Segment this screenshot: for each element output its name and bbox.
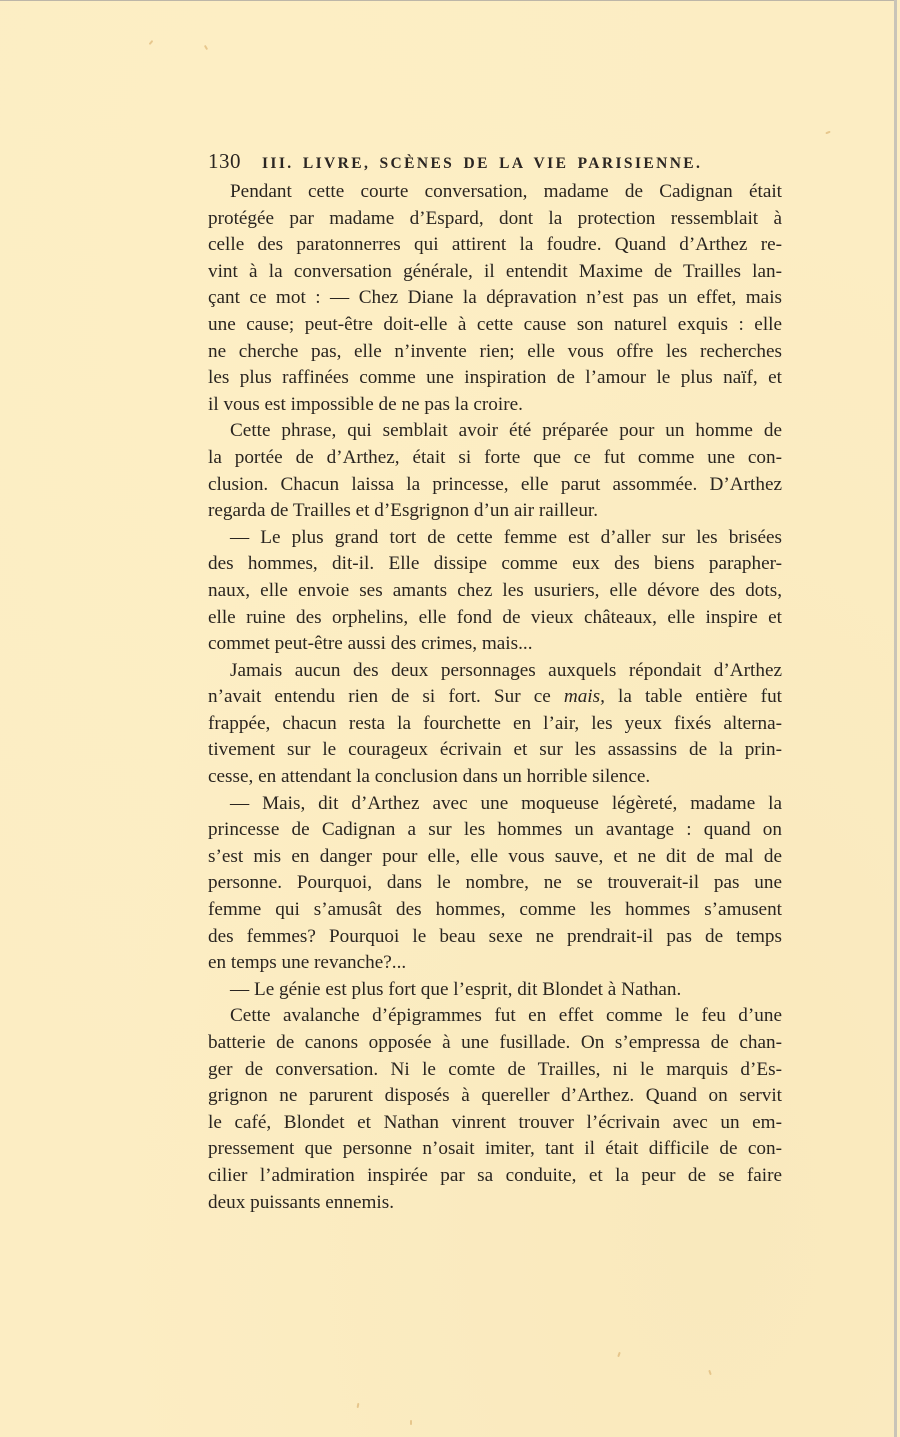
text-line: des femmes? Pourquoi le beau sexe ne prendrait-il pas de temps bbox=[208, 925, 782, 947]
text-segment: n’avait entendu rien de si fort. Sur ce bbox=[208, 686, 564, 708]
text-line: naux, elle envoie ses amants chez les usuriers, elle dévore des dots, bbox=[208, 579, 782, 601]
text-line: regarda de Trailles et d’Esgrignon d’un air railleur. bbox=[208, 500, 599, 522]
text-line: vint à la conversation générale, il entendit Maxime de Trailles lan- bbox=[208, 260, 782, 282]
paper-speck bbox=[617, 1352, 621, 1357]
running-title: III. LIVRE, SCÈNES DE LA VIE PARISIENNE. bbox=[262, 155, 703, 172]
page-top-edge bbox=[0, 0, 894, 1]
paper-speck bbox=[708, 1370, 712, 1375]
paragraph-4 bbox=[208, 658, 782, 791]
text-line: des hommes, dit-il. Elle dissipe comme eux des biens parapher- bbox=[208, 553, 782, 575]
text-line: les plus raffinées comme une inspiration de l’amour le plus naïf, et bbox=[208, 367, 782, 389]
text-line: pressement que personne n’osait imiter, tant il était difficile de con- bbox=[208, 1138, 782, 1160]
paragraph-1 bbox=[208, 179, 782, 418]
text-line: en temps une revanche?... bbox=[208, 952, 407, 974]
page-number: 130 bbox=[208, 149, 241, 173]
text-line: le café, Blondet et Nathan vinrent trouver l’écrivain avec un em- bbox=[208, 1111, 782, 1133]
paragraph-3 bbox=[208, 525, 782, 658]
paragraph-2 bbox=[208, 418, 782, 524]
paper-speck bbox=[204, 45, 208, 50]
text-line: ger de conversation. Ni le comte de Trailles, ni le marquis d’Es- bbox=[208, 1058, 782, 1080]
text-line: celle des paratonnerres qui attirent la foudre. Quand d’Arthez re- bbox=[208, 234, 782, 256]
text-line-with-italic bbox=[208, 684, 782, 711]
text-line: protégée par madame d’Espard, dont la protection ressemblait à bbox=[208, 207, 782, 229]
paper-speck bbox=[357, 1403, 360, 1408]
paragraph-6 bbox=[208, 977, 782, 1004]
text-line: Cette phrase, qui semblait avoir été préparée pour un homme de bbox=[230, 420, 782, 442]
text-segment: la table entière fut bbox=[604, 686, 782, 708]
text-line: Jamais aucun des deux personnages auxquels répondait d’Arthez bbox=[230, 659, 782, 681]
text-line: cesse, en attendant la conclusion dans un horrible silence. bbox=[208, 766, 651, 788]
italic-word: mais, bbox=[563, 686, 605, 708]
text-line: la portée de d’Arthez, était si forte que ce fut comme une con- bbox=[208, 446, 782, 468]
paragraph-5 bbox=[208, 791, 782, 977]
paper-speck bbox=[825, 131, 830, 135]
text-line: frappée, chacun resta la fourchette en l’air, les yeux fixés alterna- bbox=[208, 712, 782, 734]
text-line: çant ce mot : — Chez Diane la dépravation n’est pas un effet, mais bbox=[208, 287, 782, 309]
paragraph-7 bbox=[208, 1003, 782, 1216]
text-line: — Le plus grand tort de cette femme est d’aller sur les brisées bbox=[230, 526, 782, 548]
text-line: Pendant cette courte conversation, madame de Cadignan était bbox=[230, 181, 782, 202]
text-line: il vous est impossible de ne pas la croire. bbox=[208, 393, 523, 415]
text-line: ne cherche pas, elle n’invente rien; elle vous offre les recherches bbox=[208, 340, 782, 362]
text-line: Cette avalanche d’épigrammes fut en effet comme le feu d’une bbox=[230, 1005, 782, 1027]
text-line: — Mais, dit d’Arthez avec une moqueuse légèreté, madame la bbox=[230, 792, 782, 814]
text-line: s’est mis en danger pour elle, elle vous sauve, et ne dit de mal de bbox=[208, 845, 782, 867]
text-line: tivement sur le courageux écrivain et sur les assassins de la prin- bbox=[208, 739, 782, 761]
paper-speck bbox=[149, 40, 154, 45]
text-line: personne. Pourquoi, dans le nombre, ne se trouverait-il pas une bbox=[208, 872, 782, 894]
text-block bbox=[208, 149, 782, 1216]
text-line: princesse de Cadignan a sur les hommes un avantage : quand on bbox=[208, 819, 782, 841]
paper-speck bbox=[410, 1420, 412, 1425]
text-line: deux puissants ennemis. bbox=[208, 1191, 394, 1213]
text-line: elle ruine des orphelins, elle fond de vieux châteaux, elle inspire et bbox=[208, 606, 782, 628]
text-line: clusion. Chacun laissa la princesse, elle parut assommée. D’Arthez bbox=[208, 473, 782, 495]
text-line: batterie de canons opposée à une fusillade. On s’empressa de chan- bbox=[208, 1032, 782, 1053]
text-line: femme qui s’amusât des hommes, comme les hommes s’amusent bbox=[208, 899, 782, 921]
running-head bbox=[208, 149, 782, 179]
body-text bbox=[208, 179, 782, 1216]
text-line: une cause; peut-être doit-elle à cette cause son naturel exquis : elle bbox=[208, 313, 782, 335]
text-line: — Le génie est plus fort que l’esprit, dit Blondet à Nathan. bbox=[230, 978, 682, 1000]
text-line: cilier l’admiration inspirée par sa conduite, et la peur de se faire bbox=[208, 1164, 782, 1186]
text-line: grignon ne parurent disposés à quereller d’Arthez. Quand on servit bbox=[208, 1085, 782, 1107]
text-line: commet peut-être aussi des crimes, mais... bbox=[208, 633, 533, 655]
